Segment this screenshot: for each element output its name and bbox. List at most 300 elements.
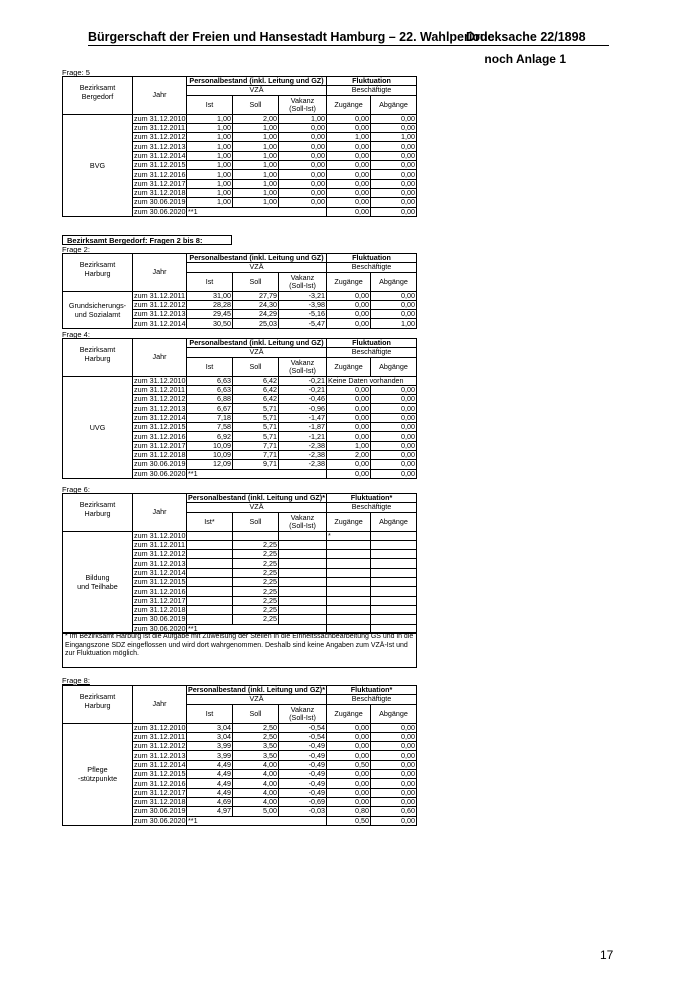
soll-cell: 5,71 [233,432,279,441]
fluktuation-header: Fluktuation [327,339,417,348]
date-cell: zum 31.12.2018 [134,605,186,615]
soll-cell: 1,00 [233,179,279,188]
zugaenge-cell: 1,00 [327,133,371,142]
vza-header: VZÄ [187,503,327,512]
abgaenge-cell: 0,00 [371,310,417,319]
header-row [63,77,417,86]
date-cell: zum 31.12.2018 [134,797,186,807]
vakanz-cell: -5,47 [279,319,327,328]
zugaenge-cell [327,605,371,614]
date-cell: zum 31.12.2011 [134,385,186,395]
ist-cell [187,578,233,587]
vakanz-header [279,95,327,114]
date-cell: zum 31.12.2013 [134,141,186,151]
frage-label-8: Frage 8: [62,676,90,685]
ist-cell: 1,00 [187,151,233,160]
jahr-header: Jahr [133,339,187,377]
date-cell: zum 31.12.2010 [134,723,186,732]
vakanz-cell [279,550,327,559]
abgaenge-cell [371,605,417,614]
no-data-cell: Keine Daten vorhanden [327,376,417,385]
ist-cell: 29,45 [187,310,233,319]
soll-cell: 6,42 [233,376,279,385]
abgaenge-header: Abgänge [371,95,417,114]
date-cell: zum 31.12.2017 [134,441,186,450]
table-row [63,531,417,540]
date-cell: zum 31.12.2013 [134,558,186,568]
ist-cell [187,587,233,596]
date-cell: zum 31.12.2011 [134,291,186,300]
ist-cell: 1,00 [187,114,233,123]
amt-line2: Harburg [84,701,111,710]
vakanz-cell [279,568,327,577]
vakanz-header [279,272,327,291]
vakanz-line1: Vakanz [290,357,315,367]
vakanz-cell: -0,96 [279,404,327,413]
frage-label-2: Frage 2: [62,245,90,254]
date-cell: zum 31.12.2013 [134,309,186,319]
ist-cell [187,596,233,605]
zugaenge-cell: 0,00 [327,723,371,732]
unit-line: Pflege [87,765,108,775]
zugaenge-cell [327,578,371,587]
soll-cell: 3,50 [233,751,279,760]
zugaenge-cell: 0,50 [327,816,371,825]
ist-cell: 4,97 [187,807,233,816]
vakanz-line2: (Soll-Ist) [289,103,316,113]
zugaenge-cell [327,550,371,559]
soll-header: Soll [233,95,279,114]
date-cell: zum 31.12.2011 [134,540,186,550]
abgaenge-cell: 0,00 [371,450,417,459]
vakanz-cell: -3,21 [279,291,327,300]
vakanz-cell: 0,00 [279,170,327,179]
soll-cell: 5,00 [233,807,279,816]
zugaenge-header: Zugänge [327,357,371,376]
header-title: Bürgerschaft der Freien und Hansestadt Hamburg – 22. Wahlperiode [88,30,495,44]
zugaenge-cell: 0,00 [327,460,371,469]
zugaenge-cell: 0,00 [327,310,371,319]
ist-header: Ist* [187,512,233,531]
abgaenge-cell: 0,00 [371,142,417,151]
abgaenge-header: Abgänge [371,272,417,291]
header-row [63,494,417,503]
vakanz-cell [279,615,327,624]
amt-line2: Harburg [84,509,111,518]
ist-cell: 4,49 [187,779,233,788]
personalbestand-header: Personalbestand (inkl. Leitung und GZ) [187,254,327,263]
amt-line1: Bezirksamt [79,345,116,354]
footnote-ref-cell: **1 [187,816,327,825]
abgaenge-cell [371,596,417,605]
abgaenge-cell: 0,00 [371,404,417,413]
soll-cell: 27,79 [233,291,279,300]
zugaenge-cell [327,559,371,568]
date-cell: zum 31.12.2011 [134,123,186,133]
abgaenge-cell [371,531,417,540]
soll-cell: 2,25 [233,559,279,568]
table-row [63,291,417,300]
table-row [63,723,417,732]
ist-cell [187,550,233,559]
abgaenge-cell: 0,00 [371,770,417,779]
ist-cell: 3,04 [187,723,233,732]
header-row [63,339,417,348]
amt-line1: Bezirksamt [79,500,116,509]
ist-cell: 1,00 [187,198,233,207]
date-cell: zum 30.06.2019 [134,614,186,624]
abgaenge-cell: 0,00 [371,170,417,179]
zugaenge-cell: 0,50 [327,760,371,769]
ist-cell [187,559,233,568]
beschaeftigte-header: Beschäftigte [327,86,417,95]
vakanz-cell: 1,00 [279,114,327,123]
ist-cell: 1,00 [187,179,233,188]
unit-cell [63,291,133,328]
ist-cell: 3,99 [187,751,233,760]
ist-cell: 6,63 [187,385,233,394]
soll-cell: 2,25 [233,605,279,614]
jahr-header: Jahr [133,494,187,532]
abgaenge-cell: 0,00 [371,123,417,132]
vza-header: VZÄ [187,695,327,704]
unit-line: Grundsicherungs- [68,300,127,310]
vakanz-cell: 0,00 [279,133,327,142]
vakanz-cell: -0,49 [279,770,327,779]
date-cell: zum 31.12.2012 [134,132,186,142]
vakanz-cell: -3,98 [279,300,327,309]
date-cell: zum 31.12.2010 [134,376,186,385]
ist-cell: 10,09 [187,450,233,459]
header-row [63,686,417,695]
abgaenge-cell: 0,00 [371,385,417,394]
date-cell: zum 31.12.2010 [134,114,186,123]
zugaenge-cell: 0,00 [327,198,371,207]
unit-line: und Sozialamt [74,309,121,319]
header-row [63,254,417,263]
vakanz-header [279,704,327,723]
ist-header: Ist [187,357,233,376]
ist-cell: 6,63 [187,376,233,385]
date-cell: zum 31.12.2014 [134,568,186,577]
vza-header: VZÄ [187,86,327,95]
unit-line: und Teilhabe [77,582,118,592]
vakanz-cell [279,587,327,596]
abgaenge-cell [371,578,417,587]
date-cell: zum 31.12.2018 [134,450,186,460]
abgaenge-cell: 0,00 [371,732,417,741]
zugaenge-cell: 0,00 [327,385,371,394]
unit-cell [63,376,133,478]
date-cell: zum 31.12.2017 [134,596,186,605]
date-cell: zum 31.12.2014 [134,760,186,769]
soll-cell: 1,00 [233,133,279,142]
soll-cell: 1,00 [233,161,279,170]
ist-cell: 4,49 [187,760,233,769]
zugaenge-cell: 0,00 [327,123,371,132]
soll-cell: 2,25 [233,540,279,549]
abgaenge-cell: 0,00 [371,179,417,188]
ist-cell [187,615,233,624]
abgaenge-cell: 0,00 [371,779,417,788]
ist-cell: 12,09 [187,460,233,469]
abgaenge-cell: 0,00 [371,207,417,216]
footnote-ref-cell: **1 [187,207,327,216]
zugaenge-cell: 0,00 [327,732,371,741]
page-number: 17 [600,948,614,962]
abgaenge-cell: 0,00 [371,723,417,732]
date-cell: zum 31.12.2018 [134,188,186,198]
abgaenge-cell: 0,00 [371,300,417,309]
unit-line: -stützpunkte [77,774,118,784]
vza-header: VZÄ [187,348,327,357]
zugaenge-cell: 0,00 [327,779,371,788]
ist-cell: 7,58 [187,423,233,432]
ist-cell: 31,00 [187,291,233,300]
ist-cell: 1,00 [187,123,233,132]
abgaenge-cell: 0,00 [371,114,417,123]
personalbestand-header: Personalbestand (inkl. Leitung und GZ)* [188,493,325,503]
soll-cell: 1,00 [233,188,279,197]
abgaenge-cell: 0,00 [371,161,417,170]
vakanz-cell: 0,00 [279,179,327,188]
data-table [62,253,417,329]
fluktuation-header: Fluktuation [327,77,417,86]
ist-cell: 4,49 [187,770,233,779]
personalbestand-header: Personalbestand (inkl. Leitung und GZ)* [188,685,325,695]
ist-cell: 3,04 [187,732,233,741]
zugaenge-cell: 0,00 [327,797,371,806]
unit-cell [63,114,133,216]
date-cell: zum 31.12.2016 [134,586,186,596]
abgaenge-cell: 0,00 [371,423,417,432]
date-cell: zum 31.12.2016 [134,778,186,788]
abgaenge-header: Abgänge [371,704,417,723]
vakanz-cell: -0,54 [279,732,327,741]
date-cell: zum 31.12.2016 [134,169,186,179]
unit-cell [63,531,133,633]
amt-line2: Harburg [84,354,111,363]
zugaenge-cell [327,540,371,549]
soll-cell: 2,25 [233,578,279,587]
jahr-header: Jahr [133,254,187,292]
abgaenge-cell: 0,00 [371,469,417,478]
abgaenge-cell: 0,60 [371,807,417,816]
footnote-ref-cell: **1 [187,624,327,633]
soll-cell: 2,25 [233,596,279,605]
soll-cell: 4,00 [233,760,279,769]
frage-label-6: Frage 6: [62,485,90,494]
zugaenge-cell: 0,00 [327,142,371,151]
soll-cell: 1,00 [233,198,279,207]
ist-cell: 1,00 [187,188,233,197]
vakanz-cell [279,605,327,614]
ist-header: Ist [187,704,233,723]
beschaeftigte-header: Beschäftigte [327,348,417,357]
date-cell: zum 31.12.2012 [134,741,186,751]
ist-cell [187,605,233,614]
vakanz-header [279,357,327,376]
vakanz-line1: Vakanz [290,272,315,282]
zugaenge-cell: 0,00 [327,319,371,328]
date-cell: zum 31.12.2015 [134,769,186,779]
ist-cell: 30,50 [187,319,233,328]
zugaenge-cell [327,568,371,577]
abgaenge-cell: 1,00 [371,319,417,328]
vakanz-cell [279,531,327,540]
data-table [62,76,417,217]
soll-cell: 2,50 [233,723,279,732]
date-cell: zum 30.06.2020 [134,624,186,633]
date-cell: zum 30.06.2020 [134,816,186,825]
abgaenge-cell: 0,00 [371,395,417,404]
abgaenge-cell: 0,00 [371,441,417,450]
soll-header: Soll [233,704,279,723]
vakanz-cell: -5,16 [279,310,327,319]
vakanz-cell: -0,49 [279,779,327,788]
vakanz-line2: (Soll-Ist) [289,280,316,290]
zugaenge-cell: 0,00 [327,404,371,413]
amt-line2: Bergedorf [81,92,114,101]
zugaenge-cell [327,587,371,596]
table-row [63,114,417,123]
vakanz-cell: -0,03 [279,807,327,816]
personalbestand-header: Personalbestand (inkl. Leitung und GZ) [187,77,327,86]
ist-cell: 6,88 [187,395,233,404]
data-table [62,493,417,634]
vakanz-cell: -1,87 [279,423,327,432]
abgaenge-cell: 0,00 [371,816,417,825]
vakanz-cell: -0,21 [279,385,327,394]
vakanz-cell [279,596,327,605]
zugaenge-cell: 0,00 [327,770,371,779]
vakanz-cell: -0,69 [279,797,327,806]
zugaenge-cell: 0,00 [327,423,371,432]
amt-header [63,339,133,377]
beschaeftigte-header: Beschäftigte [327,503,417,512]
soll-header: Soll [233,357,279,376]
abgaenge-cell [371,587,417,596]
zugaenge-cell: 0,00 [327,742,371,751]
vakanz-cell: -0,49 [279,742,327,751]
ist-header: Ist [187,272,233,291]
abgaenge-cell: 0,00 [371,760,417,769]
date-cell: zum 30.06.2019 [134,806,186,816]
abgaenge-cell: 0,00 [371,188,417,197]
abgaenge-cell [371,550,417,559]
zugaenge-cell: 0,00 [327,114,371,123]
soll-cell: 4,00 [233,788,279,797]
ist-cell: 1,00 [187,133,233,142]
header-doc-number: Drucksache 22/1898 [466,30,586,44]
abgaenge-cell [371,540,417,549]
zugaenge-cell: 0,00 [327,413,371,422]
vakanz-cell: -0,54 [279,723,327,732]
soll-cell: 9,71 [233,460,279,469]
vakanz-cell: -0,46 [279,395,327,404]
date-cell: zum 31.12.2011 [134,732,186,742]
vakanz-cell: -0,21 [279,376,327,385]
vakanz-cell: -2,38 [279,441,327,450]
frage-label-5: Frage: 5 [62,68,90,77]
soll-cell: 2,00 [233,114,279,123]
soll-cell: 25,03 [233,319,279,328]
date-cell: zum 30.06.2019 [134,197,186,207]
date-cell: zum 31.12.2010 [134,531,186,540]
soll-cell: 6,42 [233,385,279,394]
zugaenge-cell: 0,00 [327,788,371,797]
beschaeftigte-header: Beschäftigte [327,695,417,704]
soll-header: Soll [233,272,279,291]
soll-cell: 5,71 [233,413,279,422]
soll-cell: 1,00 [233,170,279,179]
zugaenge-cell: 0,00 [327,291,371,300]
soll-cell: 5,71 [233,404,279,413]
amt-line1: Bezirksamt [79,692,116,701]
amt-header [63,686,133,724]
footnote-ref-cell: **1 [187,469,327,478]
abgaenge-cell: 1,00 [371,133,417,142]
ist-cell: 6,92 [187,432,233,441]
soll-cell: 2,50 [233,732,279,741]
zugaenge-cell: 2,00 [327,450,371,459]
zugaenge-header: Zugänge [327,704,371,723]
zugaenge-cell: 1,00 [327,441,371,450]
date-cell: zum 31.12.2015 [134,422,186,432]
soll-cell: 5,71 [233,423,279,432]
date-cell: zum 31.12.2017 [134,179,186,188]
soll-cell: 2,25 [233,568,279,577]
vakanz-line2: (Soll-Ist) [289,712,316,722]
abgaenge-cell: 0,00 [371,797,417,806]
date-cell: zum 30.06.2019 [134,459,186,469]
abgaenge-cell: 0,00 [371,291,417,300]
abgaenge-header: Abgänge [371,357,417,376]
vakanz-cell: -0,49 [279,788,327,797]
ist-cell: 7,18 [187,413,233,422]
unit-line: Bildung [85,573,110,583]
ist-cell: 3,99 [187,742,233,751]
unit-line: BVG [89,160,106,170]
vakanz-line2: (Soll-Ist) [289,520,316,530]
soll-cell: 4,00 [233,770,279,779]
soll-cell: 2,25 [233,615,279,624]
date-cell: zum 31.12.2016 [134,431,186,441]
ist-cell: 6,67 [187,404,233,413]
abgaenge-cell: 0,00 [371,751,417,760]
abgaenge-cell: 0,00 [371,460,417,469]
date-cell: zum 30.06.2020 [134,207,186,216]
vakanz-cell: -1,21 [279,432,327,441]
ist-header: Ist [187,95,233,114]
soll-cell: 1,00 [233,123,279,132]
zugaenge-cell: 0,80 [327,807,371,816]
personalbestand-header: Personalbestand (inkl. Leitung und GZ) [187,339,327,348]
amt-line1: Bezirksamt [79,260,116,269]
soll-cell: 24,29 [233,310,279,319]
ist-cell: 4,69 [187,797,233,806]
amt-line1: Bezirksamt [79,83,116,92]
ist-cell: 1,00 [187,142,233,151]
unit-line: UVG [89,422,106,432]
date-cell: zum 31.12.2012 [134,394,186,404]
vakanz-cell: -2,38 [279,460,327,469]
amt-header [63,494,133,532]
unit-cell [63,723,133,825]
soll-cell: 3,50 [233,742,279,751]
soll-cell: 7,71 [233,450,279,459]
date-cell: zum 30.06.2020 [134,469,186,478]
